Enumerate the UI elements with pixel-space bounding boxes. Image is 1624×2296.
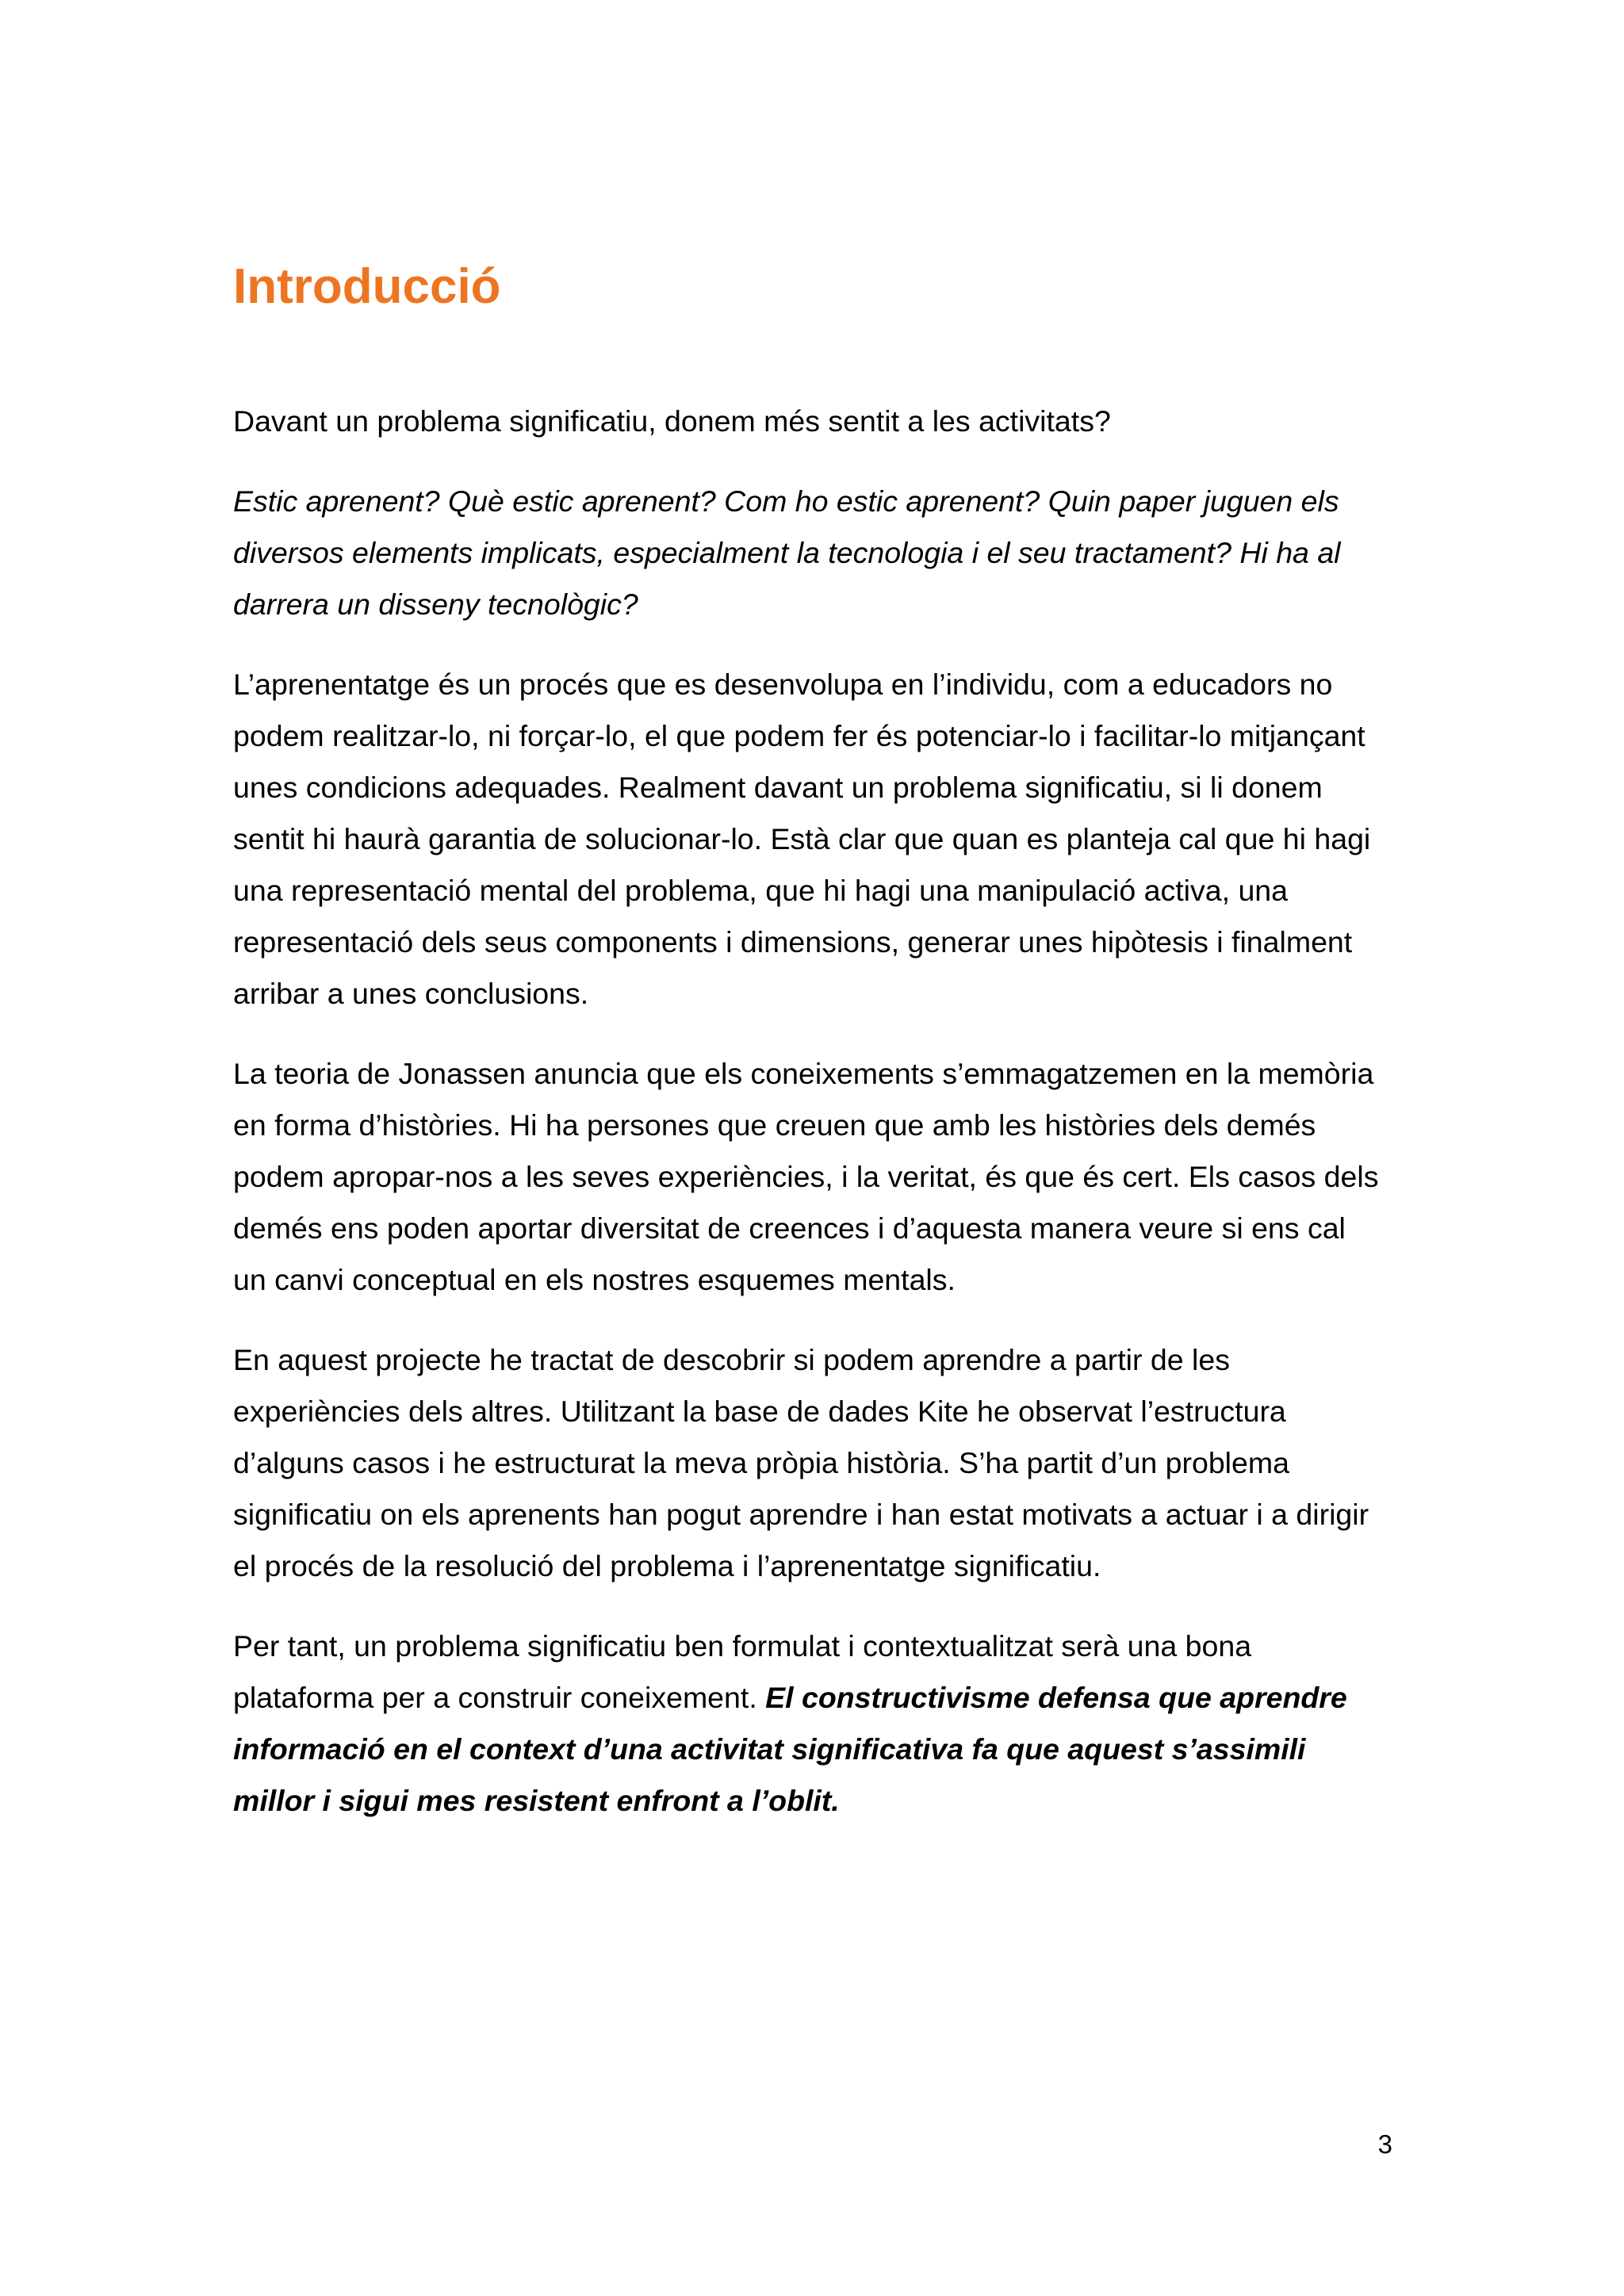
body-text [233,396,1399,1855]
text-line: podem apropar-nos a les seves experiències, i la veritat, és que és cert. Els casos dels [233,1160,1379,1193]
text-line: unes condicions adequades. Realment davant un problema significatiu, si li donem [233,771,1323,804]
text-line: Davant un problema significatiu, donem més sentit a les activitats? [233,404,1111,438]
text-line: una representació mental del problema, que hi hagi una manipulació activa, una [233,874,1289,907]
text-line: arribar a unes conclusions. [233,977,589,1010]
text-line: en forma d’històries. Hi ha persones que creuen que amb les històries dels demés [233,1108,1316,1142]
text-line: sentit hi haurà garantia de solucionar-lo. Està clar que quan es planteja cal que hi hagi [233,822,1371,855]
text-line: En aquest projecte he tractat de descobrir si podem aprendre a partir de les [233,1343,1230,1376]
text-line: experiències dels altres. Utilitzant la base de dades Kite he observat l’estructura [233,1395,1286,1428]
text-line: un canvi conceptual en els nostres esquemes mentals. [233,1263,956,1296]
paragraph-2-questions [233,476,1399,630]
emphasis-text-line: informació en el context d’una activitat significativa fa que aquest s’assimili [233,1732,1306,1766]
paragraph-5 [233,1334,1399,1592]
section-heading: Introducció [233,259,501,314]
page-number: 3 [1377,2130,1392,2159]
emphasis-text-run: El constructivisme defensa que aprendre [765,1681,1347,1714]
paragraph-1 [233,396,1399,447]
text-line: representació dels seus components i dimensions, generar unes hipòtesis i finalment [233,925,1353,959]
emphasis-text-line: millor i sigui mes resistent enfront a l’oblit. [233,1784,840,1817]
text-line: d’alguns casos i he estructurat la meva pròpia història. S’ha partit d’un problema [233,1446,1289,1479]
text-line: significatiu on els aprenents han pogut aprendre i han estat motivats a actuar i a dirigir [233,1498,1369,1531]
paragraph-4 [233,1048,1399,1306]
text-line: demés ens poden aportar diversitat de creences i d’aquesta manera veure si ens cal [233,1211,1346,1245]
paragraph-6-conclusion [233,1621,1399,1827]
text-line: darrera un disseny tecnològic? [233,587,638,621]
mixed-text-line [233,1672,1399,1724]
text-line: Estic aprenent? Què estic aprenent? Com ho estic aprenent? Quin paper juguen els [233,484,1339,518]
plain-text-run: plataforma per a construir coneixement. [233,1681,766,1714]
text-line: La teoria de Jonassen anuncia que els coneixements s’emmagatzemen en la memòria [233,1057,1374,1090]
text-line: el procés de la resolució del problema i l’aprenentatge significatiu. [233,1549,1101,1582]
text-line: diversos elements implicats, especialment la tecnologia i el seu tractament? Hi ha al [233,536,1341,569]
text-line: Per tant, un problema significatiu ben formulat i contextualitzat serà una bona [233,1629,1252,1663]
paragraph-3 [233,659,1399,1020]
text-line: L’aprenentatge és un procés que es desenvolupa en l’individu, com a educadors no [233,668,1333,701]
text-line: podem realitzar-lo, ni forçar-lo, el que podem fer és potenciar-lo i facilitar-lo mitjançant [233,719,1365,752]
